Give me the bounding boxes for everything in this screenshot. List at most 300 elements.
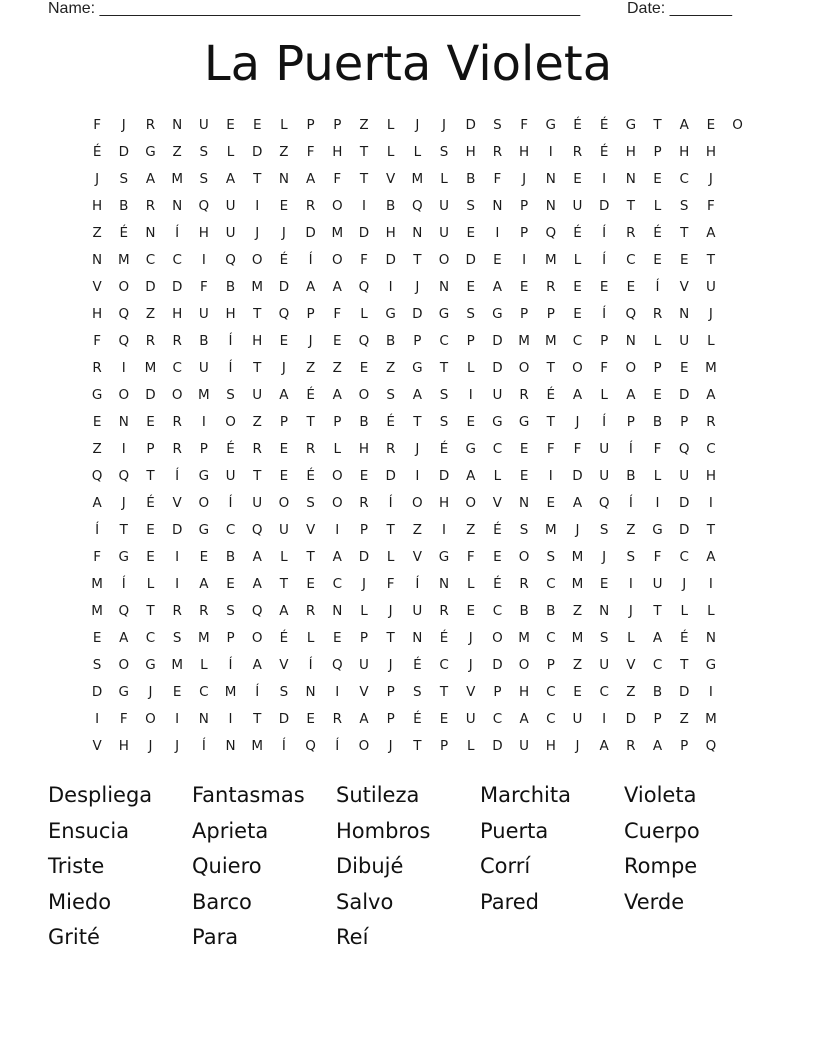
grid-letter: B [119, 198, 129, 214]
grid-letter: O [331, 198, 344, 214]
grid-letter: F [707, 198, 716, 214]
grid-letter: E [546, 495, 556, 511]
grid-letter: T [706, 522, 716, 538]
word-list-item: Miedo [48, 889, 112, 914]
grid-letter: P [493, 684, 502, 700]
grid-letter: R [305, 198, 316, 214]
grid-letter: U [252, 495, 263, 511]
grid-letter: C [199, 684, 210, 700]
grid-letter: B [519, 603, 530, 619]
grid-letter: L [466, 360, 475, 376]
grid-letter: J [628, 603, 634, 619]
grid-letter: I [708, 576, 714, 592]
grid-letter: É [386, 414, 396, 430]
grid-letter: D [145, 387, 157, 403]
grid-letter: P [520, 198, 529, 214]
grid-letter: G [412, 360, 424, 376]
word-list-item: Hombros [336, 818, 431, 843]
grid-letter: P [680, 414, 689, 430]
grid-letter: J [415, 279, 420, 295]
grid-letter: O [198, 495, 210, 511]
grid-letter: I [361, 198, 367, 214]
grid-letter: H [705, 144, 717, 160]
grid-letter: C [439, 657, 450, 673]
grid-letter: J [121, 117, 127, 133]
grid-letter: H [92, 306, 103, 322]
grid-letter: Q [358, 279, 370, 295]
grid-letter: T [253, 711, 262, 727]
grid-letter: S [439, 414, 449, 430]
grid-letter: É [279, 630, 289, 646]
grid-letter: J [708, 306, 714, 322]
grid-letter: R [92, 360, 103, 376]
grid-letter: H [545, 738, 557, 754]
grid-letter: T [546, 360, 556, 376]
grid-letter: T [439, 360, 449, 376]
grid-letter: M [544, 252, 558, 268]
grid-letter: O [358, 738, 370, 754]
grid-letter: R [145, 117, 156, 133]
grid-letter: S [679, 198, 689, 214]
grid-letter: J [308, 333, 314, 349]
grid-letter: I [95, 711, 100, 727]
grid-letter: N [172, 117, 183, 133]
grid-letter: E [519, 468, 529, 484]
grid-letter: B [466, 171, 476, 187]
word-list-item: Salvo [336, 889, 394, 914]
grid-letter: H [465, 144, 477, 160]
grid-letter: M [571, 630, 584, 646]
grid-letter: Q [625, 306, 637, 322]
grid-letter: J [255, 225, 260, 241]
grid-letter: Q [118, 333, 130, 349]
grid-letter: P [466, 333, 476, 349]
grid-letter: H [625, 144, 637, 160]
grid-letter: E [599, 576, 609, 592]
grid-row [84, 544, 751, 571]
grid-letter: M [518, 630, 531, 646]
grid-letter: I [228, 711, 234, 727]
grid-letter: B [626, 468, 636, 484]
grid-letter: V [412, 549, 423, 565]
grid-letter: M [91, 576, 104, 592]
grid-letter: N [172, 198, 183, 214]
grid-letter: B [652, 684, 663, 700]
grid-letter: U [252, 387, 263, 403]
grid-letter: E [626, 279, 636, 295]
grid-letter: N [625, 333, 637, 349]
grid-letter: Z [305, 360, 316, 376]
grid-letter: E [573, 279, 583, 295]
grid-letter: D [118, 144, 130, 160]
grid-letter: E [306, 711, 316, 727]
grid-letter: Í [308, 252, 314, 268]
grid-letter: É [279, 252, 289, 268]
grid-letter: G [518, 414, 530, 430]
grid-letter: S [466, 306, 476, 322]
grid-letter: I [602, 711, 607, 727]
grid-letter: E [92, 630, 102, 646]
grid-letter: R [172, 603, 183, 619]
grid-letter: H [332, 144, 343, 160]
grid-letter: N [599, 603, 610, 619]
grid-letter: H [385, 225, 397, 241]
grid-row [84, 355, 751, 382]
grid-letter: E [226, 117, 236, 133]
grid-letter: T [253, 468, 262, 484]
word-list-item: Reí [336, 925, 369, 949]
grid-letter: S [92, 657, 102, 673]
grid-letter: F [546, 441, 556, 457]
grid-letter: M [198, 630, 211, 646]
grid-letter: Í [602, 225, 607, 241]
grid-letter: V [172, 495, 183, 511]
grid-letter: C [679, 171, 690, 187]
grid-letter: V [92, 279, 103, 295]
grid-letter: U [705, 279, 717, 295]
grid-letter: U [225, 225, 236, 241]
grid-letter: C [332, 576, 343, 592]
grid-letter: D [278, 711, 290, 727]
grid-letter: J [148, 738, 153, 754]
grid-row [84, 166, 751, 193]
grid-letter: S [546, 549, 556, 565]
grid-letter: Q [118, 306, 130, 322]
grid-letter: N [545, 171, 557, 187]
grid-letter: J [388, 603, 394, 619]
word-list-item: Barco [192, 889, 252, 914]
grid-letter: Z [572, 603, 583, 619]
grid-letter: B [225, 279, 236, 295]
grid-letter: F [306, 144, 315, 160]
grid-letter: B [386, 198, 396, 214]
grid-letter: D [385, 252, 397, 268]
grid-letter: S [386, 387, 396, 403]
grid-letter: G [118, 549, 130, 565]
grid-letter: E [172, 684, 182, 700]
grid-letter: A [252, 657, 263, 673]
grid-letter: P [520, 225, 529, 241]
grid-letter: J [442, 117, 447, 133]
grid-letter: J [361, 576, 367, 592]
grid-letter: D [171, 279, 183, 295]
grid-letter: É [493, 576, 503, 592]
grid-letter: G [198, 468, 210, 484]
grid-letter: O [331, 495, 344, 511]
grid-row [84, 382, 751, 409]
grid-letter: Q [678, 441, 691, 457]
grid-letter: R [359, 495, 370, 511]
word-list-item: Corrí [480, 854, 531, 878]
word-list-item: Marchita [480, 783, 571, 807]
grid-letter: L [386, 549, 395, 565]
grid-letter: É [599, 144, 609, 160]
grid-letter: C [546, 711, 556, 727]
grid-letter: H [438, 495, 450, 511]
grid-letter: C [652, 657, 663, 673]
grid-letter: R [519, 576, 530, 592]
grid-letter: E [706, 117, 716, 133]
grid-letter: D [679, 684, 690, 700]
grid-letter: I [175, 711, 180, 727]
grid-letter: G [545, 117, 557, 133]
grid-letter: E [279, 441, 289, 457]
grid-letter: H [679, 144, 690, 160]
grid-letter: H [358, 441, 370, 457]
grid-letter: L [280, 549, 289, 565]
grid-letter: Z [466, 522, 476, 538]
grid-letter: Í [175, 468, 180, 484]
grid-letter: Q [705, 738, 717, 754]
grid-letter: S [439, 387, 449, 403]
grid-letter: É [413, 711, 423, 727]
grid-letter: S [226, 603, 236, 619]
grid-letter: R [626, 225, 637, 241]
grid-letter: E [146, 414, 156, 430]
grid-letter: N [225, 738, 237, 754]
grid-letter: G [145, 144, 157, 160]
grid-letter: F [493, 171, 502, 187]
grid-letter: V [386, 171, 396, 187]
grid-letter: E [333, 333, 343, 349]
grid-letter: C [626, 252, 637, 268]
grid-letter: R [172, 441, 183, 457]
grid-letter: C [546, 630, 556, 646]
grid-letter: R [546, 279, 556, 295]
grid-letter: V [359, 684, 370, 700]
grid-letter: I [468, 387, 474, 403]
grid-letter: E [252, 117, 262, 133]
grid-letter: H [118, 738, 130, 754]
grid-letter: T [653, 603, 663, 619]
grid-letter: R [492, 144, 503, 160]
grid-letter: S [439, 144, 449, 160]
grid-row [84, 247, 751, 274]
grid-letter: I [548, 468, 554, 484]
grid-letter: P [306, 306, 316, 322]
grid-letter: S [626, 549, 636, 565]
grid-letter: S [466, 198, 476, 214]
grid-letter: N [332, 603, 343, 619]
grid-letter: L [226, 144, 235, 160]
grid-letter: C [546, 576, 556, 592]
grid-letter: O [625, 360, 637, 376]
grid-letter: F [93, 117, 102, 133]
grid-row [84, 436, 751, 463]
grid-letter: É [573, 225, 583, 241]
grid-letter: C [679, 549, 690, 565]
grid-letter: L [413, 144, 422, 160]
grid-letter: U [599, 468, 610, 484]
grid-letter: L [360, 603, 369, 619]
grid-letter: D [572, 468, 584, 484]
grid-letter: L [360, 306, 369, 322]
grid-letter: O [438, 252, 450, 268]
grid-letter: P [680, 738, 689, 754]
grid-letter: Q [305, 738, 317, 754]
grid-letter: N [92, 252, 103, 268]
grid-letter: G [652, 522, 664, 538]
grid-letter: L [573, 252, 582, 268]
header [48, 0, 748, 18]
grid-letter: G [91, 387, 103, 403]
grid-letter: L [466, 738, 475, 754]
grid-letter: U [278, 522, 290, 538]
grid-letter: O [145, 711, 157, 727]
grid-letter: N [519, 495, 530, 511]
grid-letter: A [412, 387, 423, 403]
grid-letter: L [653, 198, 662, 214]
grid-letter: H [92, 198, 103, 214]
grid-letter: Z [679, 711, 690, 727]
grid-letter: Í [308, 657, 314, 673]
grid-letter: T [306, 549, 316, 565]
grid-letter: D [145, 279, 157, 295]
grid-letter: F [653, 441, 662, 457]
grid-letter: T [706, 252, 716, 268]
grid-letter: M [705, 360, 718, 376]
grid-letter: F [93, 549, 102, 565]
grid-letter: T [306, 414, 316, 430]
grid-letter: E [519, 279, 529, 295]
word-list-item: Puerta [480, 818, 549, 843]
grid-letter: T [680, 225, 689, 241]
grid-letter: M [518, 333, 531, 349]
grid-letter: Í [255, 684, 260, 700]
grid-letter: C [492, 441, 503, 457]
grid-letter: F [653, 549, 662, 565]
grid-letter: Í [415, 576, 420, 592]
grid-row [84, 652, 751, 679]
grid-letter: É [653, 225, 663, 241]
grid-row [84, 193, 751, 220]
grid-row [84, 490, 751, 517]
grid-letter: U [599, 441, 610, 457]
grid-letter: P [199, 441, 209, 457]
grid-letter: E [679, 360, 689, 376]
grid-letter: T [146, 603, 156, 619]
grid-letter: É [439, 441, 449, 457]
grid-letter: A [466, 468, 476, 484]
grid-row [84, 571, 751, 598]
word-list-item: Fantasmas [192, 783, 305, 807]
grid-letter: Z [279, 144, 290, 160]
grid-letter: U [198, 306, 210, 322]
grid-letter: V [679, 279, 690, 295]
grid-letter: Í [602, 306, 607, 322]
grid-letter: H [172, 306, 183, 322]
grid-letter: G [438, 549, 450, 565]
grid-letter: I [522, 252, 527, 268]
grid-letter: I [175, 549, 180, 565]
grid-letter: A [199, 576, 209, 592]
grid-letter: U [679, 468, 690, 484]
grid-letter: S [599, 522, 609, 538]
grid-letter: M [117, 252, 131, 268]
grid-letter: U [599, 657, 610, 673]
grid-letter: F [573, 441, 582, 457]
grid-letter: O [732, 117, 744, 133]
grid-letter: N [118, 414, 130, 430]
grid-letter: N [412, 225, 423, 241]
word-list-item: Aprieta [192, 818, 269, 843]
grid-letter: E [679, 252, 689, 268]
grid-letter: Q [118, 468, 130, 484]
grid-letter: O [358, 387, 370, 403]
grid-letter: É [306, 468, 316, 484]
grid-letter: I [442, 522, 447, 538]
word-list-item: Verde [624, 889, 685, 914]
grid-letter: L [493, 468, 502, 484]
grid-letter: J [281, 360, 287, 376]
grid-letter: R [252, 441, 263, 457]
grid-letter: S [226, 387, 236, 403]
grid-letter: D [492, 657, 504, 673]
grid-letter: R [385, 441, 396, 457]
grid-letter: T [626, 198, 636, 214]
grid-letter: M [198, 387, 211, 403]
grid-letter: T [413, 738, 422, 754]
grid-letter: M [144, 360, 157, 376]
grid-letter: N [145, 225, 157, 241]
grid-letter: T [413, 252, 422, 268]
grid-letter: E [333, 630, 343, 646]
grid-letter: Q [118, 603, 130, 619]
grid-letter: G [492, 414, 504, 430]
grid-letter: E [359, 360, 369, 376]
grid-letter: D [465, 252, 477, 268]
grid-letter: L [280, 117, 289, 133]
grid-letter: J [602, 549, 607, 565]
grid-letter: A [706, 549, 717, 565]
grid-letter: U [225, 198, 236, 214]
grid-letter: E [493, 252, 503, 268]
grid-letter: E [466, 225, 476, 241]
grid-letter: S [493, 117, 503, 133]
grid-letter: L [146, 576, 155, 592]
grid-letter: Z [359, 117, 370, 133]
grid-row [84, 112, 751, 139]
grid-letter: R [626, 738, 637, 754]
grid-letter: A [519, 711, 530, 727]
grid-letter: P [279, 414, 289, 430]
grid-letter: C [145, 252, 156, 268]
grid-letter: U [519, 738, 530, 754]
grid-letter: G [465, 441, 477, 457]
grid-letter: I [255, 198, 260, 214]
grid-letter: R [439, 603, 450, 619]
grid-letter: E [146, 549, 156, 565]
grid-letter: C [706, 441, 717, 457]
grid-letter: E [653, 252, 663, 268]
grid-letter: R [305, 441, 316, 457]
grid-letter: J [415, 117, 420, 133]
grid-letter: G [385, 306, 397, 322]
grid-letter: G [198, 522, 210, 538]
grid-letter: P [333, 414, 342, 430]
grid-letter: U [465, 711, 477, 727]
grid-letter: D [679, 495, 690, 511]
grid-letter: F [520, 117, 529, 133]
grid-letter: J [682, 576, 687, 592]
grid-letter: D [171, 522, 183, 538]
grid-letter: H [252, 333, 263, 349]
grid-letter: A [332, 387, 343, 403]
grid-letter: R [199, 603, 210, 619]
grid-letter: E [306, 576, 316, 592]
grid-letter: Z [252, 414, 263, 430]
grid-letter: P [653, 144, 663, 160]
